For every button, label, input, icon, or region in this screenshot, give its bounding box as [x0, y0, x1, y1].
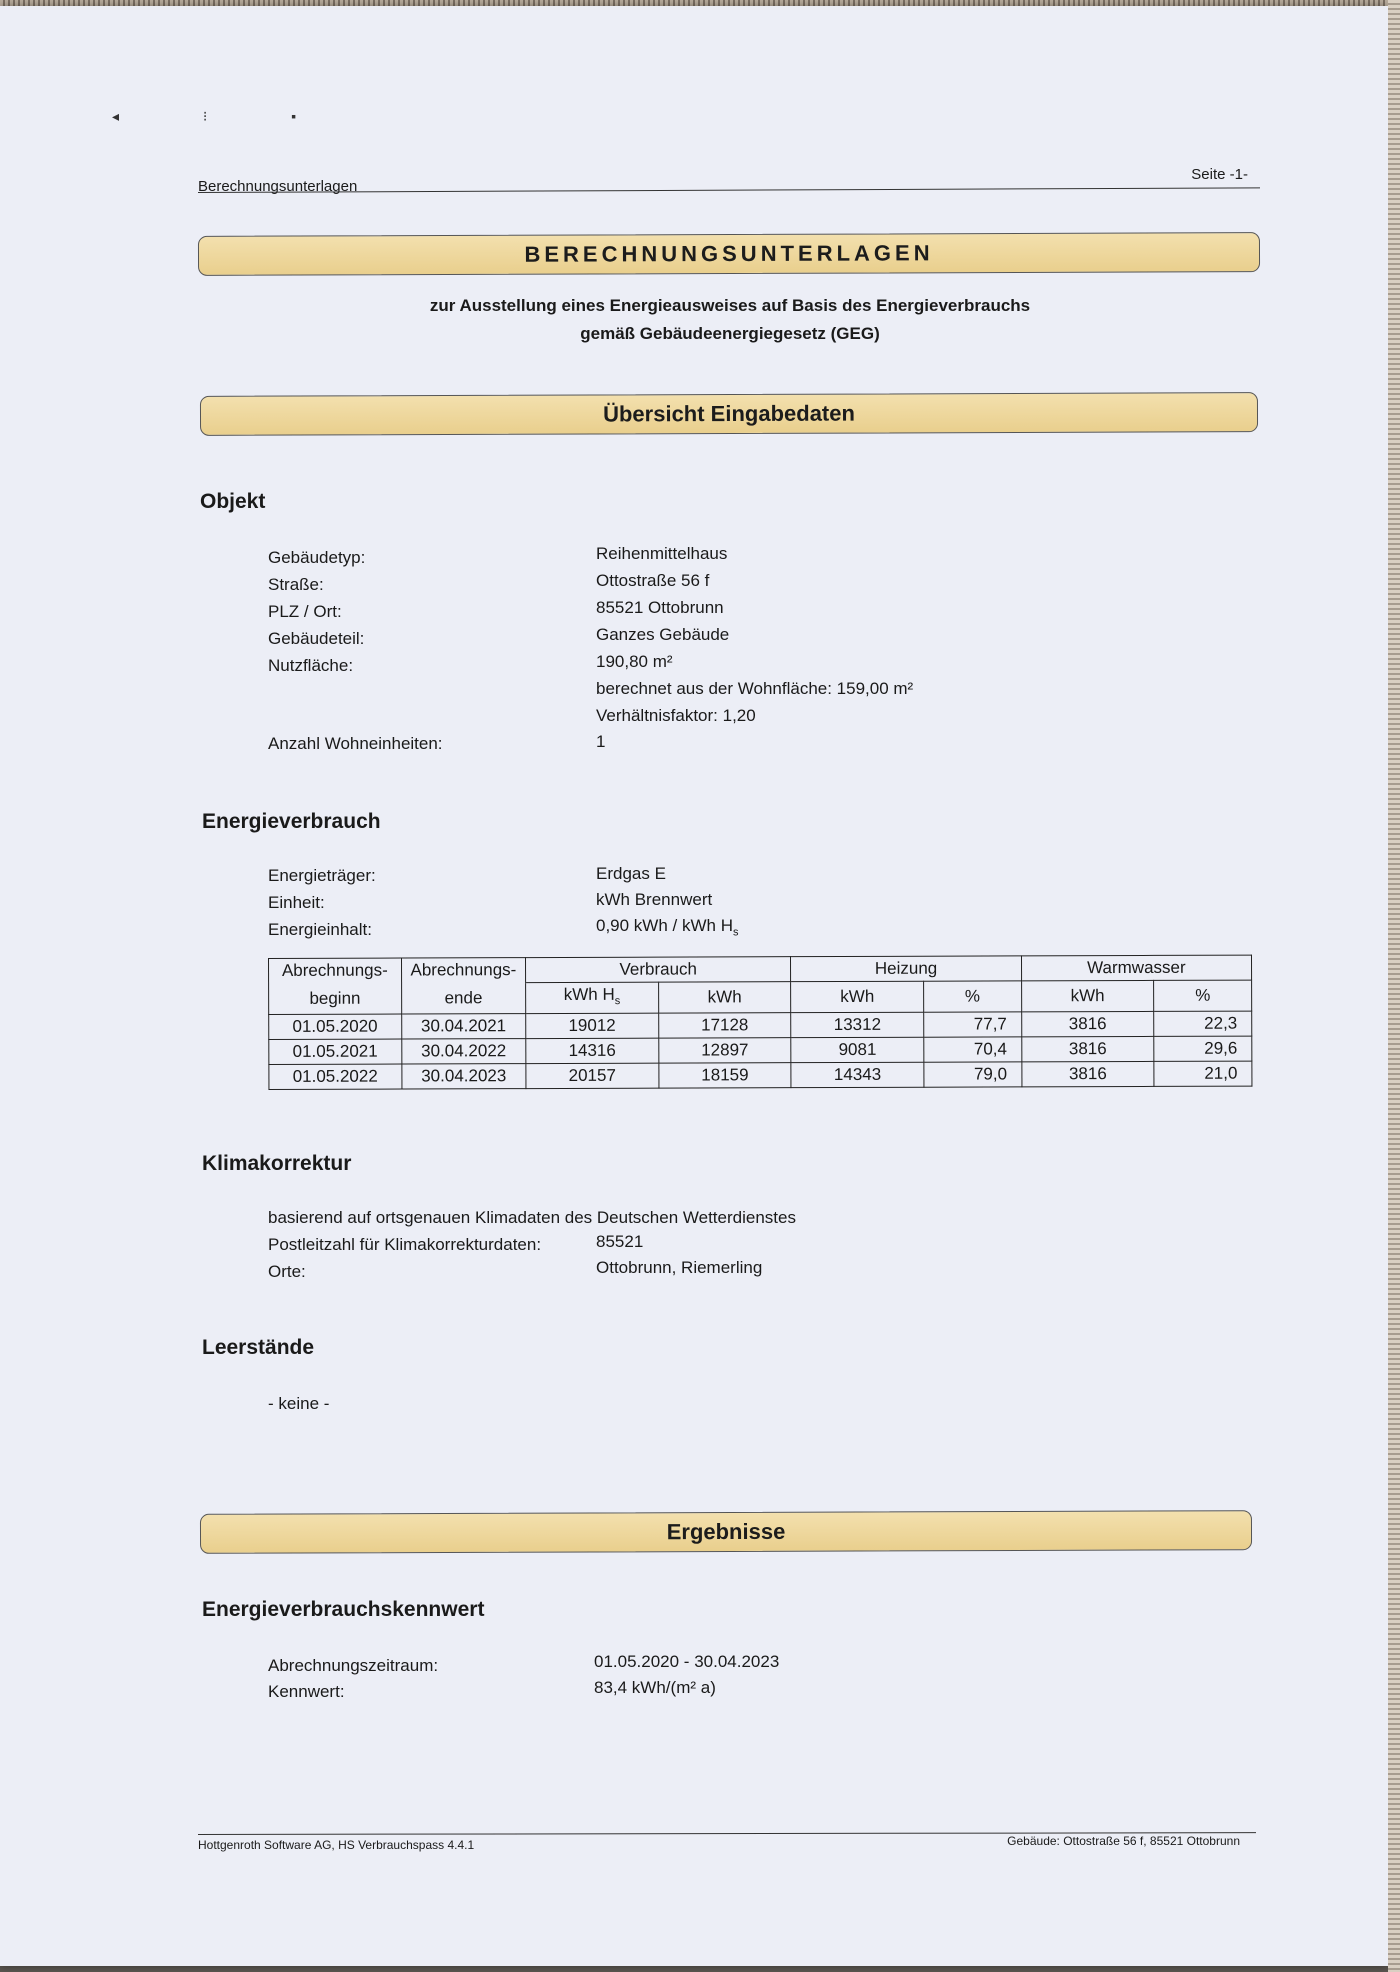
wohneinheiten-value: 1: [596, 732, 606, 751]
overview-banner: Übersicht Eingabedaten: [200, 392, 1258, 436]
energieinhalt-value: 0,90 kWh / kWh $H_s$: [596, 916, 739, 939]
energietraeger-value: Erdgas E: [596, 864, 666, 883]
col-head-warmwasser: Warmwasser: [1021, 955, 1251, 981]
einheit-label: Einheit:: [268, 893, 325, 912]
gebaeudeteil-label: Gebäudeteil:: [268, 629, 365, 648]
wohneinheiten-label: Anzahl Wohneinheiten:: [268, 734, 443, 753]
zeitraum-value: 01.05.2020 - 30.04.2023: [594, 1652, 780, 1671]
gebaeudetyp-value: Reihenmittelhaus: [596, 544, 728, 563]
section-objekt: Objekt: [200, 490, 266, 513]
klima-orte-value: Ottobrunn, Riemerling: [596, 1258, 763, 1277]
col-head-ww-pct: %: [1154, 980, 1252, 1012]
section-leerstaende: Leerstände: [202, 1336, 315, 1359]
klima-plz-value: 85521: [596, 1232, 644, 1251]
footer-software: Hottgenroth Software AG, HS Verbrauchspass 4.4.1: [198, 1838, 475, 1852]
strasse-label: Straße:: [268, 575, 324, 594]
klima-plz-label: Postleitzahl für Klimakorrekturdaten:: [268, 1235, 542, 1254]
subtitle-line-1: zur Ausstellung eines Energieausweises auf Basis des Energieverbrauchs: [429, 296, 1031, 315]
nutzflaeche-note-2: Verhältnisfaktor: 1,20: [596, 706, 756, 725]
nutzflaeche-label: Nutzfläche:: [268, 656, 354, 675]
subtitle-line-2: gemäß Gebäudeenergiegesetz (GEG): [580, 324, 880, 343]
nutzflaeche-note-1: berechnet aus der Wohnfläche: 159,00 m²: [596, 679, 914, 698]
table-row: 01.05.2021 30.04.2022 14316 12897 9081 70,4 3816 29,6: [269, 1036, 1252, 1064]
col-head-verbrauch: Verbrauch: [526, 957, 791, 983]
col-head-ende-2: ende: [401, 983, 526, 1015]
zeitraum-label: Abrechnungszeitraum:: [268, 1656, 439, 1675]
leerstaende-value: - keine -: [268, 1394, 330, 1413]
col-head-ende: Abrechnungs-: [401, 958, 525, 983]
consumption-table: [268, 955, 1252, 1091]
table-row: 01.05.2022 30.04.2023 20157 18159 14343 79,0 3816 21,0: [269, 1061, 1252, 1089]
col-head-kwh: kWh: [658, 982, 791, 1014]
col-head-beginn-2: beginn: [269, 983, 402, 1015]
kennwert-value: 83,4 kWh/(m² a): [594, 1678, 716, 1697]
col-head-heizung: Heizung: [791, 956, 1021, 982]
footer-building: Gebäude: Ottostraße 56 f, 85521 Ottobrunn: [1007, 1834, 1240, 1848]
plz-label: PLZ / Ort:: [268, 602, 342, 621]
document-page: [0, 6, 1388, 1966]
section-kennwert: Energieverbrauchskennwert: [202, 1598, 485, 1621]
results-banner: Ergebnisse: [200, 1510, 1252, 1554]
klima-basis: basierend auf ortsgenauen Klimadaten des Deutschen Wetterdienstes: [268, 1208, 796, 1227]
klima-orte-label: Orte:: [268, 1262, 306, 1281]
einheit-value: kWh Brennwert: [596, 890, 713, 909]
page-header-left: Berechnungsunterlagen: [198, 178, 358, 195]
gebaeudetyp-label: Gebäudetyp:: [268, 548, 366, 567]
table-row: 01.05.2020 30.04.2021 19012 17128 13312 77,7 3816 22,3: [269, 1011, 1252, 1039]
energietraeger-label: Energieträger:: [268, 866, 376, 885]
plz-value: 85521 Ottobrunn: [596, 598, 724, 617]
energieinhalt-label: Energieinhalt:: [268, 920, 372, 939]
punch-marks: ◂ ⁝ ▪: [112, 108, 337, 124]
col-head-beginn: Abrechnungs-: [269, 958, 402, 983]
section-klimakorrektur: Klimakorrektur: [202, 1152, 352, 1175]
nutzflaeche-value: 190,80 m²: [596, 652, 673, 671]
section-energieverbrauch: Energieverbrauch: [202, 810, 381, 833]
kennwert-label: Kennwert:: [268, 1682, 345, 1701]
col-head-heiz-pct: %: [924, 981, 1022, 1013]
col-head-ww-kwh: kWh: [1021, 980, 1154, 1012]
col-head-kwhhs: kWh $H_s$: [526, 982, 659, 1014]
document-title: BERECHNUNGSUNTERLAGEN: [198, 232, 1260, 276]
gebaeudeteil-value: Ganzes Gebäude: [596, 625, 730, 644]
header-rule: [198, 187, 1260, 193]
photo-right-edge: [1388, 0, 1400, 1972]
page-number: Seite -1-: [1191, 166, 1248, 183]
col-head-heiz-kwh: kWh: [791, 981, 924, 1013]
strasse-value: Ottostraße 56 f: [596, 571, 710, 590]
